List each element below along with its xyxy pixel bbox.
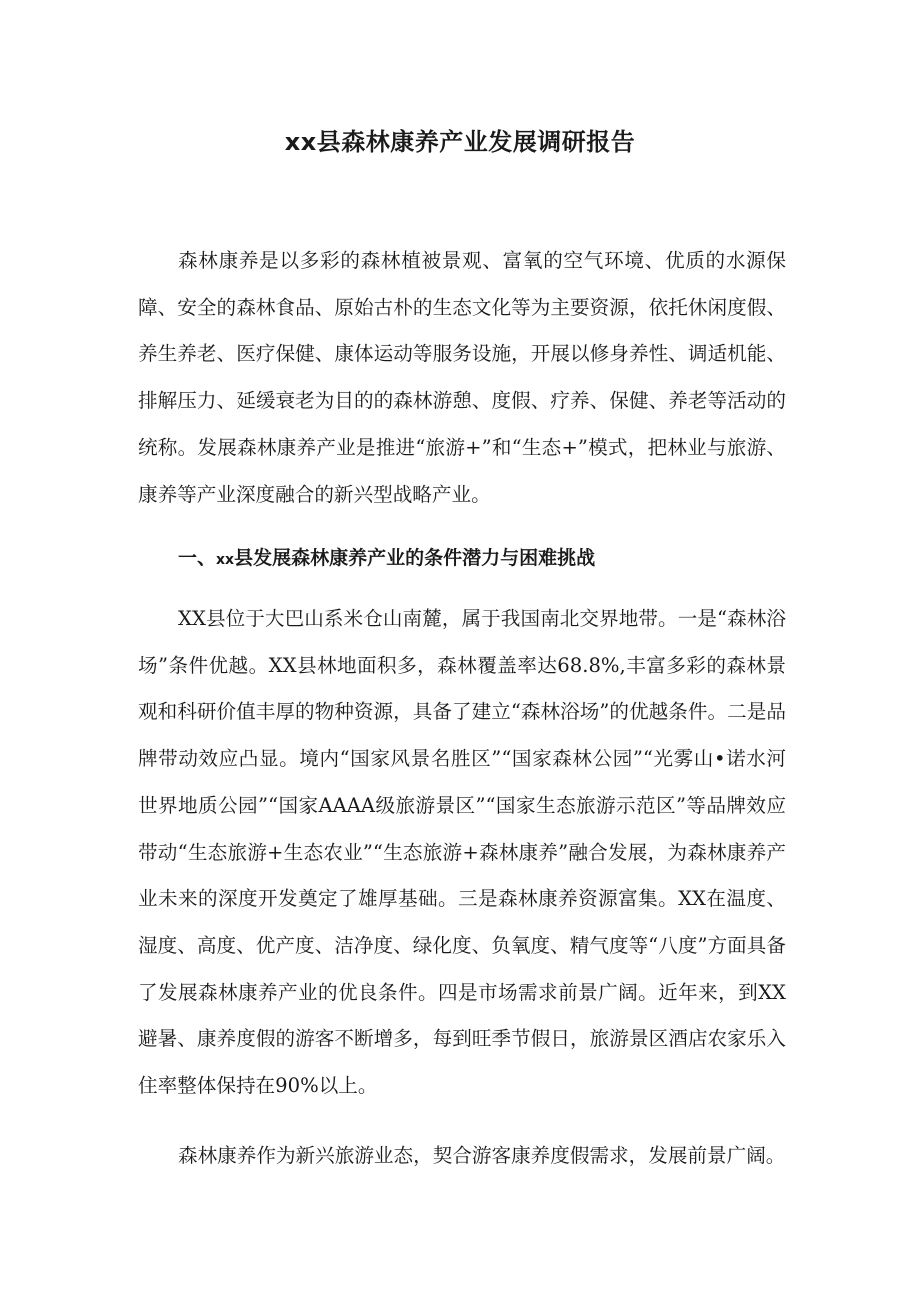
heading-text: 县发展森林康养产业的条件潜力与困难挑战 [234,547,596,569]
document-title: xx县森林康养产业发展调研报告 [284,128,636,156]
heading-prefix: 一、 [178,547,217,569]
paragraph-intro: 森林康养是以多彩的森林植被景观、富氧的空气环境、优质的水源保障、安全的森林食品、原始古朴的生态文化等为主要资源，依托休闲度假、养生养老、医疗保健、康体运动等服务设施，开展以修身养性、调适机能、排解压力、延缓衰老为目的的森林游憩、度假、疗养、保健、养老等活动的统称。发展森林康养产业是推进“旅游+”和“生态+”模式，把林业与旅游、康养等产业深度融合的新兴型战略产业。 [138,249,786,506]
paragraph-outlook: 森林康养作为新兴旅游业态，契合游客康养度假需求，发展前景广阔。 [178,1144,786,1167]
heading-county-abbrev: xx [216,552,235,568]
paragraph-conditions: XX县位于大巴山系米仓山南麓，属于我国南北交界地带。一是“森林浴场”条件优越。XX县林地面积多，森林覆盖率达68.8%,丰富多彩的森林景观和科研价值丰厚的物种资源，具备了建立“森林浴场”的优越条件。二是品牌带动效应凸显。境内“国家风景名胜区”“国家森林公园”“光雾山•诺水河世界地质公园”“国家AAAA级旅游景区”“国家生态旅游示范区”等品牌效应带动“生态旅游+生态农业”“生态旅游+森林康养”融合发展，为森林康养产业未来的深度开发奠定了雄厚基础。三是森林康养资源富集。XX在温度、湿度、高度、优产度、洁净度、绿化度、负氧度、精气度等“八度”方面具备了发展森林康养产业的优良条件。四是市场需求前景广阔。近年来，到XX避暑、康养度假的游客不断增多，每到旺季节假日，旅游景区酒店农家乐入住率整体保持在90%以上。 [138,607,786,1098]
section-heading-1 [178,538,798,580]
